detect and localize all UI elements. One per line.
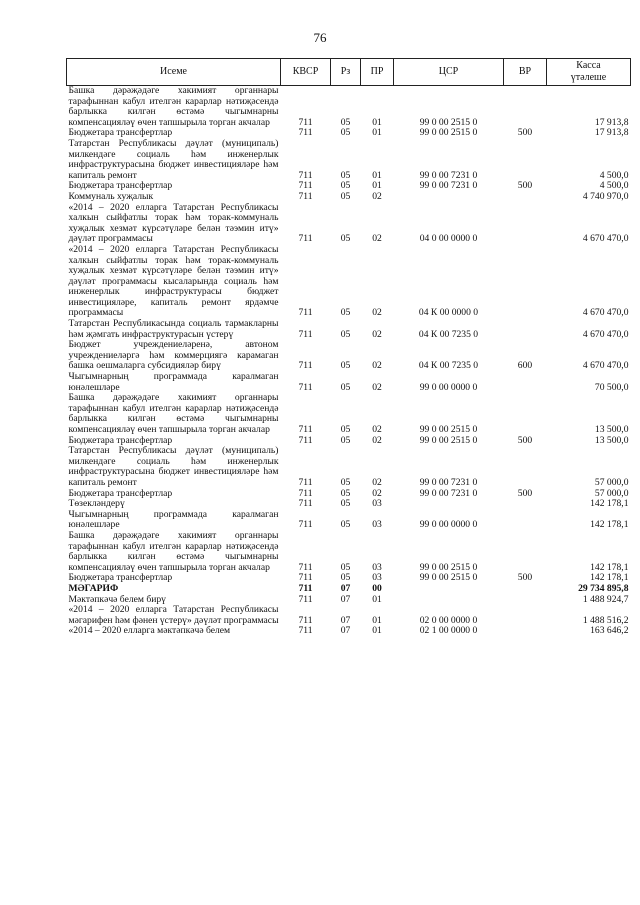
row-sum: 4 670 470,0: [582, 307, 629, 319]
row-kvsr: 711: [298, 190, 313, 202]
row-csr: [394, 595, 504, 606]
row-vr: [504, 319, 547, 340]
row-kvsr: 711: [298, 593, 313, 605]
row-name: Чыгымнарның программада каралмаган юнәлешләре: [68, 371, 279, 393]
row-csr: 99 0 00 2515 0: [419, 561, 478, 573]
row-pr: 00: [372, 582, 382, 594]
table-row: [67, 584, 631, 595]
row-vr: [504, 86, 547, 129]
row-kvsr: 711: [298, 116, 313, 128]
table-row: [67, 203, 631, 245]
row-csr: 04 0 00 0000 0: [419, 233, 478, 245]
row-pr: 03: [372, 561, 382, 573]
row-csr: 99 0 00 0000 0: [419, 519, 478, 531]
row-name: «2014 – 2020 елларга Татарстан Республикасы халкын сыйфатлы торак һәм торак-коммуналь хуҗалык хезмәт күрсәтүләре белән тәэмин итү» дәүләт программасы: [68, 201, 279, 245]
row-kvsr: 711: [298, 487, 313, 499]
row-sum: 1 488 516,2: [582, 614, 629, 626]
row-csr: [394, 499, 504, 510]
row-csr: [394, 584, 504, 595]
row-pr: 01: [372, 116, 382, 128]
row-vr: [504, 393, 547, 435]
row-name: Башка дәрәҗәдәге хакимият органнары тарафыннан кабул ителгән карарлар нәтиҗәсендә барлыкка килгән өстәмә чыгымнарны компенсацияләү өчен тапшырыла торган акчалар: [68, 529, 279, 573]
row-rz: 05: [340, 424, 351, 435]
row-sum: 142 178,1: [590, 519, 629, 531]
row-sum: 17 913,8: [594, 127, 629, 139]
table-row: [67, 626, 631, 637]
row-name: «2014 – 2020 елларга Татарстан Республикасы халкын сыйфатлы торак һәм торак-коммуналь хуҗалык хезмәт күрсәтүләре белән тәэмин итү» дәүләт программасы кысаларында социаль һәм инженерлык инфраструктурасы бюджет инвестицияләре, капиталь ремонт ярдәмче программасы: [68, 243, 279, 319]
row-sum: 4 670 470,0: [582, 233, 629, 245]
row-rz: 05: [340, 328, 351, 340]
row-csr: 99 0 00 2515 0: [419, 434, 478, 446]
row-pr: 02: [372, 424, 382, 435]
row-pr: 02: [372, 328, 382, 340]
table-row: [67, 510, 631, 531]
row-rz: 07: [340, 614, 351, 626]
header-rz: Рз: [331, 59, 361, 86]
row-pr: 03: [372, 572, 382, 584]
row-sum: 57 000,0: [594, 487, 629, 499]
table-row: [67, 531, 631, 573]
row-vr: [504, 510, 547, 531]
row-csr: 99 0 00 2515 0: [419, 116, 478, 128]
row-rz: 05: [340, 487, 351, 499]
row-name: «2014 – 2020 елларга мәктәпкәчә белем: [68, 625, 231, 637]
row-vr: [504, 139, 547, 181]
row-pr: 01: [372, 593, 382, 605]
row-sum: 142 178,1: [590, 561, 629, 573]
table-row: [67, 245, 631, 319]
row-kvsr: 711: [298, 307, 313, 319]
row-sum: 4 500,0: [599, 169, 629, 181]
row-vr: 500: [517, 487, 533, 499]
row-csr: 99 0 00 2515 0: [419, 127, 478, 139]
row-kvsr: 711: [298, 169, 313, 181]
header-vr: ВР: [504, 59, 547, 86]
row-pr: 02: [372, 360, 382, 372]
row-csr: 04 К 00 7235 0: [418, 328, 479, 340]
row-kvsr: 711: [298, 614, 313, 626]
row-name: Чыгымнарның программада каралмаган юнәлешләре: [68, 508, 279, 531]
row-csr: 99 0 00 7231 0: [419, 169, 478, 181]
row-sum: 1 488 924,7: [582, 593, 629, 605]
row-rz: 05: [340, 572, 351, 584]
row-kvsr: 711: [298, 424, 313, 435]
row-kvsr: 711: [298, 625, 313, 637]
table-row: [67, 319, 631, 340]
row-vr: [504, 584, 547, 595]
row-sum: 142 178,1: [590, 572, 629, 584]
row-kvsr: 711: [298, 434, 313, 446]
row-name: Бюджетара трансфертлар: [68, 572, 173, 584]
row-rz: 05: [340, 519, 351, 531]
table-row: [67, 340, 631, 372]
row-vr: [504, 499, 547, 510]
row-pr: 01: [372, 127, 382, 139]
row-pr: 03: [372, 519, 382, 531]
row-pr: 03: [372, 498, 382, 510]
row-name: Башка дәрәҗәдәге хакимият органнары тарафыннан кабул ителгән карарлар нәтиҗәсендә барлыкка килгән өстәмә чыгымнарны компенсацияләү өчен тапшырыла торган акчалар: [68, 85, 279, 128]
row-name: Коммуналь хуҗалык: [68, 190, 154, 202]
row-sum: 163 646,2: [590, 625, 629, 637]
row-kvsr: 711: [298, 360, 313, 372]
row-name: Мәктәпкәчә белем бирү: [68, 593, 166, 605]
row-name: Татарстан Республикасында социаль тармакларны һәм җәмгать инфраструктурасын үстерү: [68, 318, 279, 340]
row-csr: 04 К 00 7235 0: [418, 360, 479, 372]
row-name: Татарстан Республикасы дәүләт (муниципаль) милкендәге социаль һәм инженерлык инфраструктурасына бюджет инвестицияләре һәм капиталь ремонт: [68, 445, 279, 488]
row-vr: [504, 203, 547, 245]
table-body: [67, 86, 631, 637]
row-name: Башка дәрәҗәдәге хакимият органнары тарафыннан кабул ителгән карарлар нәтиҗәсендә барлыкка килгән өстәмә чыгымнарны компенсацияләү өчен тапшырыла торган акчалар: [68, 392, 279, 435]
row-sum: 4 670 470,0: [582, 328, 629, 340]
row-kvsr: 711: [298, 180, 313, 192]
header-pr: ПР: [361, 59, 394, 86]
table-header-row: [67, 59, 631, 86]
header-name: Исеме: [67, 59, 281, 86]
row-pr: 01: [372, 614, 382, 626]
row-rz: 05: [340, 180, 351, 192]
table-row: [67, 605, 631, 626]
row-rz: 07: [340, 593, 351, 605]
page-number: 76: [313, 30, 327, 45]
row-rz: 05: [340, 476, 351, 488]
row-pr: 02: [372, 307, 382, 319]
row-kvsr: 711: [298, 127, 313, 139]
row-vr: [504, 372, 547, 393]
row-csr: 99 0 00 2515 0: [419, 572, 478, 584]
row-name: Бюджет учреждениеләренә, автоном учреждениеләргә һәм коммерциягә карамаган башка оешмаларга субсидияләр бирү: [68, 339, 279, 372]
row-name: Татарстан Республикасы дәүләт (муниципаль) милкендәге социаль һәм инженерлык инфраструктурасына бюджет инвестицияләре һәм капиталь ремонт: [68, 137, 279, 181]
row-csr: 99 0 00 0000 0: [419, 381, 478, 393]
row-vr: [504, 605, 547, 626]
row-sum: 142 178,1: [590, 498, 629, 510]
row-name: Бюджетара трансфертлар: [68, 180, 173, 192]
row-kvsr: 711: [298, 233, 313, 245]
budget-table: [66, 58, 631, 637]
row-csr: 02 0 00 0000 0: [419, 614, 478, 626]
row-name: «2014 – 2020 елларга Татарстан Республикасы мәгарифен һәм фәнен үстерү» дәүләт программасы: [68, 604, 279, 626]
row-pr: 01: [372, 180, 382, 192]
header-kassa: [547, 59, 631, 86]
row-sum: 29 734 895,8: [578, 582, 629, 594]
header-kassa-line2: үтәлеше: [570, 72, 607, 83]
row-vr: 600: [517, 360, 533, 372]
row-sum: 17 913,8: [594, 116, 629, 128]
row-vr: [504, 192, 547, 203]
header-csr: ЦСР: [394, 59, 504, 86]
row-vr: 500: [517, 180, 533, 192]
row-vr: 500: [517, 572, 533, 584]
row-rz: 05: [340, 307, 351, 319]
row-name: Бюджетара трансфертлар: [68, 487, 173, 499]
row-vr: [504, 595, 547, 606]
row-sum: 70 500,0: [594, 381, 629, 393]
row-csr: 99 0 00 7231 0: [419, 487, 478, 499]
row-pr: 02: [372, 233, 382, 245]
table-row: [67, 372, 631, 393]
row-sum: 13 500,0: [594, 424, 629, 435]
row-pr: 02: [372, 190, 382, 202]
row-vr: 500: [517, 127, 533, 139]
row-rz: 05: [340, 233, 351, 245]
row-csr: 02 1 00 0000 0: [419, 625, 478, 637]
row-rz: 05: [340, 434, 351, 446]
row-rz: 05: [340, 127, 351, 139]
row-sum: 4 670 470,0: [582, 360, 629, 372]
row-rz: 05: [340, 561, 351, 573]
row-rz: 05: [340, 169, 351, 181]
row-name: Төзекләндерү: [68, 498, 125, 510]
row-vr: 500: [517, 434, 533, 446]
table-row: [67, 192, 631, 203]
row-kvsr: 711: [298, 582, 313, 594]
row-kvsr: 711: [298, 328, 313, 340]
row-vr: [504, 531, 547, 573]
row-pr: 01: [372, 169, 382, 181]
row-csr: 99 0 00 7231 0: [419, 180, 478, 192]
row-rz: 05: [340, 360, 351, 372]
row-pr: 02: [372, 381, 382, 393]
row-rz: 05: [340, 498, 351, 510]
table-row: [67, 139, 631, 181]
row-rz: 05: [340, 190, 351, 202]
row-rz: 05: [340, 381, 351, 393]
table-row: [67, 393, 631, 435]
row-kvsr: 711: [298, 519, 313, 531]
row-name: Бюджетара трансфертлар: [68, 434, 173, 446]
row-rz: 07: [340, 582, 351, 594]
row-pr: 02: [372, 434, 382, 446]
row-sum: 13 500,0: [594, 434, 629, 446]
row-sum: 4 500,0: [599, 180, 629, 192]
header-kvsr: КВСР: [281, 59, 331, 86]
table-row: [67, 86, 631, 129]
row-vr: [504, 446, 547, 488]
row-kvsr: 711: [298, 572, 313, 584]
row-kvsr: 711: [298, 476, 313, 488]
row-csr: [394, 192, 504, 203]
header-kassa-line1: Касса: [576, 60, 601, 71]
row-pr: 01: [372, 625, 382, 637]
row-pr: 02: [372, 476, 382, 488]
table-row: [67, 446, 631, 488]
row-pr: 02: [372, 487, 382, 499]
row-rz: 05: [340, 116, 351, 128]
row-kvsr: 711: [298, 561, 313, 573]
row-name: МӘГАРИФ: [68, 582, 119, 594]
row-rz: 07: [340, 625, 351, 637]
row-csr: 99 0 00 2515 0: [419, 424, 478, 435]
row-kvsr: 711: [298, 498, 313, 510]
row-sum: 57 000,0: [594, 476, 629, 488]
row-vr: [504, 245, 547, 319]
row-csr: 04 К 00 0000 0: [418, 307, 479, 319]
row-vr: [504, 626, 547, 637]
row-kvsr: 711: [298, 381, 313, 393]
row-name: Бюджетара трансфертлар: [68, 127, 173, 139]
row-sum: 4 740 970,0: [582, 190, 629, 202]
row-csr: 99 0 00 7231 0: [419, 476, 478, 488]
